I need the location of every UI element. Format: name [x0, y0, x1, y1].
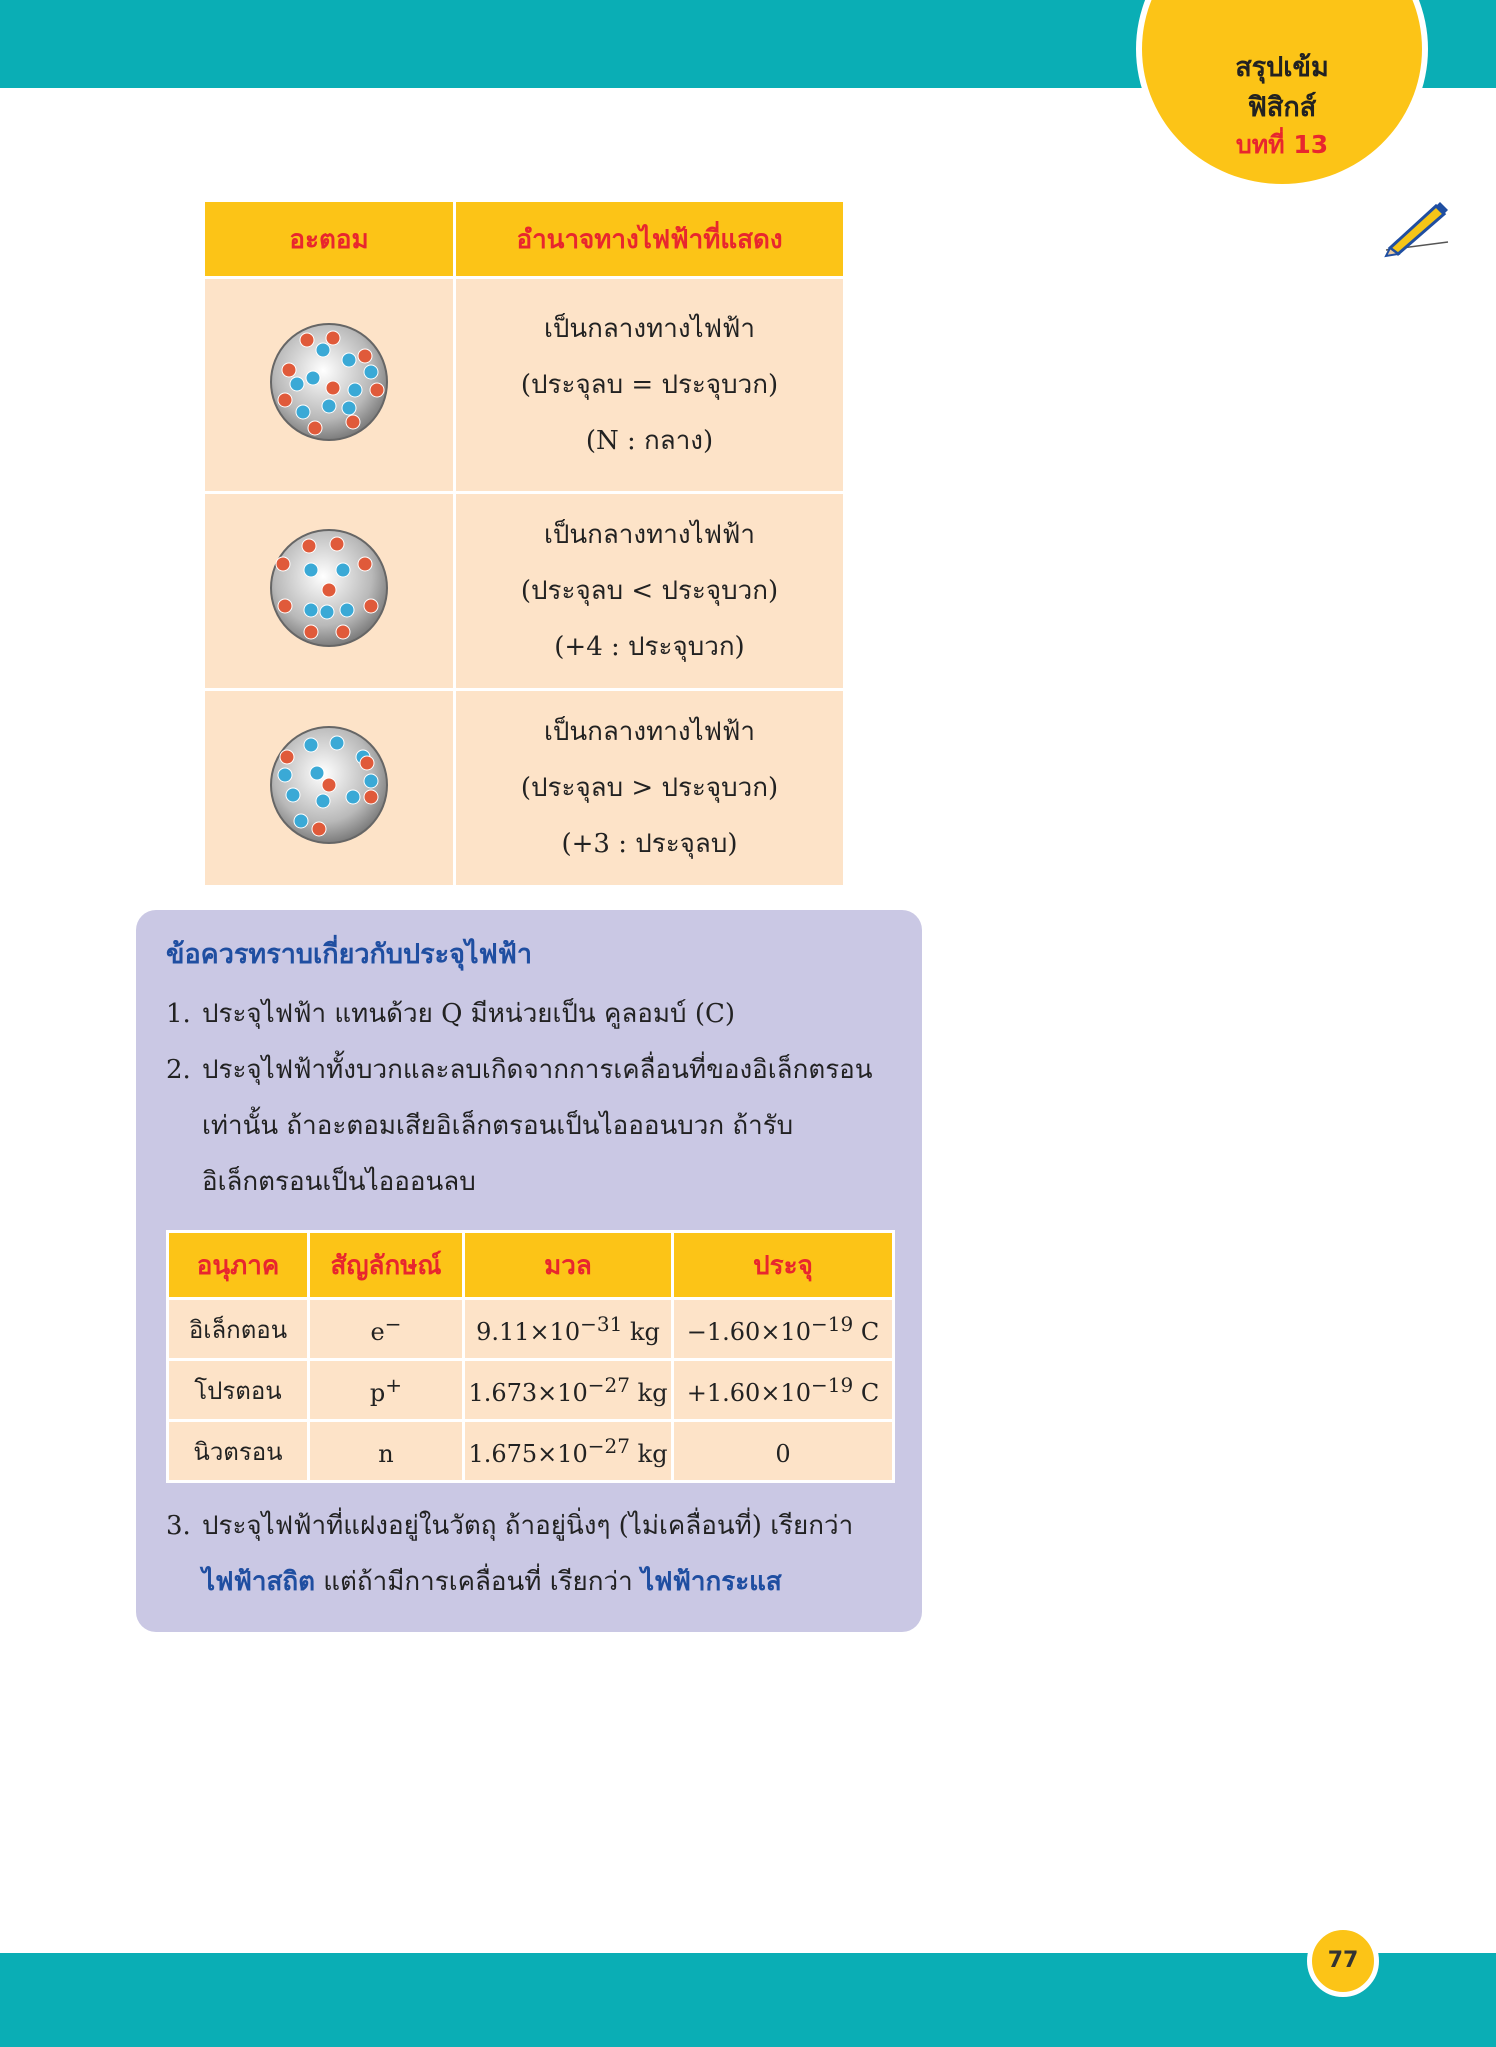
- charge-header: อำนาจทางไฟฟ้าที่แสดง: [455, 201, 845, 278]
- table-row: [204, 493, 845, 690]
- atom-header: อะตอม: [204, 201, 455, 278]
- particle-mass: $9.11\times 10^{-31}$ kg: [464, 1299, 673, 1360]
- desc-line: (ประจุลบ = ประจุบวก): [520, 370, 779, 400]
- particle-mass: $1.673\times 10^{-27}$ kg: [464, 1360, 673, 1421]
- table-row: [204, 690, 845, 887]
- desc-line: (ประจุลบ < ประจุบวก): [520, 576, 779, 606]
- item-text: ประจุไฟฟ้า แทนด้วย Q มีหน่วยเป็น คูลอมบ์ (C): [202, 999, 735, 1029]
- table-row: [204, 278, 845, 493]
- particle-name: โปรตอน: [168, 1360, 309, 1421]
- particle-table: [166, 1230, 895, 1483]
- atom-negative-image: [267, 723, 391, 847]
- info-box: [136, 910, 922, 1632]
- highlight-current-electricity: ไฟฟ้ากระแส: [641, 1567, 782, 1597]
- atom-cell: [204, 690, 455, 887]
- charge-description: [455, 278, 845, 493]
- particle-symbol: p+: [309, 1360, 464, 1421]
- desc-line: เป็นกลางทางไฟฟ้า: [543, 520, 756, 550]
- table-row: [168, 1421, 894, 1482]
- item-number: 1.: [166, 999, 191, 1029]
- desc-line: (+3 : ประจุลบ): [561, 829, 738, 859]
- info-item-3: [166, 1498, 906, 1610]
- item-text: เท่านั้น ถ้าอะตอมเสียอิเล็กตรอนเป็นไอออนบวก ถ้ารับ: [202, 1111, 794, 1141]
- particle-mass: $1.675\times 10^{-27}$ kg: [464, 1421, 673, 1482]
- chapter-badge: [1136, 0, 1428, 190]
- atom-charge-table: [202, 199, 846, 888]
- pencil-icon: [1380, 198, 1450, 258]
- charge-description: [455, 690, 845, 887]
- item-text: ประจุไฟฟ้าที่แฝงอยู่ในวัตถุ ถ้าอยู่นิ่งๆ (ไม่เคลื่อนที่) เรียกว่า: [202, 1511, 854, 1541]
- charge-description: [455, 493, 845, 690]
- particle-symbol: e−: [309, 1299, 464, 1360]
- particle-charge: 0: [673, 1421, 894, 1482]
- particle-name: นิวตรอน: [168, 1421, 309, 1482]
- desc-line: (+4 : ประจุบวก): [554, 632, 745, 662]
- table-row: [168, 1299, 894, 1360]
- atom-cell: [204, 493, 455, 690]
- item-text: อิเล็กตรอนเป็นไอออนลบ: [202, 1167, 476, 1197]
- item-number: 3.: [166, 1511, 191, 1541]
- particle-header: อนุภาค: [168, 1232, 309, 1299]
- info-title: ข้อควรทราบเกี่ยวกับประจุไฟฟ้า: [166, 939, 532, 970]
- desc-line: (N : กลาง): [585, 426, 714, 456]
- particle-charge: $-1.60\times 10^{-19}$ C: [673, 1299, 894, 1360]
- item-number: 2.: [166, 1055, 191, 1085]
- desc-line: เป็นกลางทางไฟฟ้า: [543, 314, 756, 344]
- item-text: ประจุไฟฟ้าทั้งบวกและลบเกิดจากการเคลื่อนที่ของอิเล็กตรอน: [202, 1055, 873, 1085]
- atom-cell: [204, 278, 455, 493]
- info-item-1: [166, 986, 906, 1042]
- symbol-header: สัญลักษณ์: [309, 1232, 464, 1299]
- info-item-2: [166, 1042, 906, 1210]
- badge-chapter: บทที่ 13: [1235, 130, 1329, 159]
- highlight-static-electricity: ไฟฟ้าสถิต: [202, 1567, 315, 1597]
- table-row: [168, 1360, 894, 1421]
- mass-header: มวล: [464, 1232, 673, 1299]
- particle-name: อิเล็กตอน: [168, 1299, 309, 1360]
- bottom-banner: [0, 1953, 1496, 2047]
- charge-header: ประจุ: [673, 1232, 894, 1299]
- item-text: ไฟฟ้าสถิต แต่ถ้ามีการเคลื่อนที่ เรียกว่า ไฟฟ้ากระแส: [202, 1567, 782, 1597]
- particle-charge: $+1.60\times 10^{-19}$ C: [673, 1360, 894, 1421]
- atom-positive-image: [267, 526, 391, 650]
- desc-line: เป็นกลางทางไฟฟ้า: [543, 717, 756, 747]
- atom-neutral-image: [267, 320, 391, 444]
- desc-line: (ประจุลบ > ประจุบวก): [520, 773, 779, 803]
- badge-line-1: สรุปเข้ม: [1235, 52, 1329, 83]
- page-number: 77: [1307, 1925, 1379, 1997]
- badge-line-2: ฟิสิกส์: [1247, 92, 1317, 123]
- particle-symbol: n: [309, 1421, 464, 1482]
